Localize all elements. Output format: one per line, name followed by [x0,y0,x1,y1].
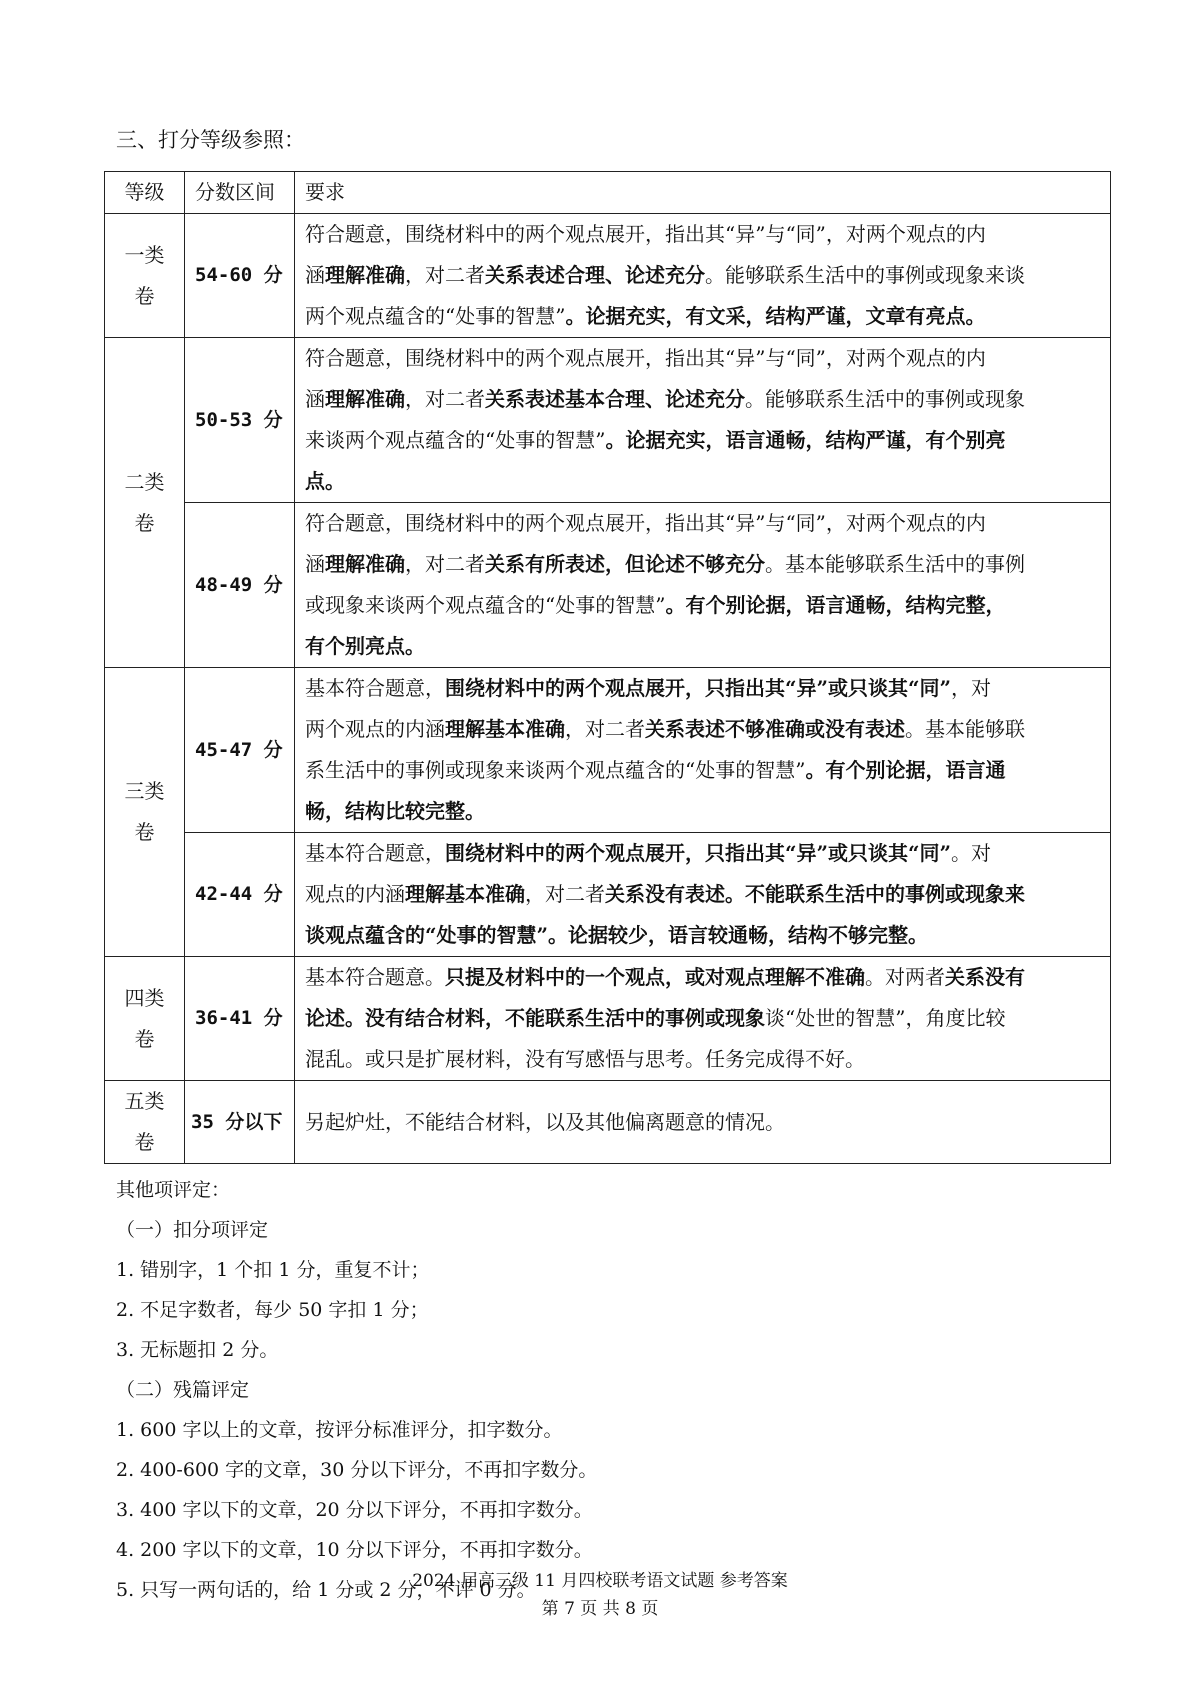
other-assessment [116,1170,597,1610]
requirement-line [305,957,1100,998]
table-header-row [105,172,1111,214]
requirement-line [305,1102,1100,1143]
requirement-line [305,296,1100,337]
requirement-line [305,214,1100,255]
requirement-text: 两个观点蕴含的“处事的智慧” [305,304,566,328]
requirement-text-bold: 关系没有 [945,965,1025,989]
requirement-text: 基本符合题意。 [305,965,445,989]
requirement-line [305,915,1100,956]
requirement-text: 系生活中的事例或现象来谈两个观点蕴含的“处事的智慧” [305,758,806,782]
requirement-text: 基本符合题意， [305,676,445,700]
range-cell: 36-41 分 [185,957,295,1081]
requirement-text-bold: 谈观点蕴含的“处事的智慧”。论据较少，语言较通畅，结构不够完整。 [305,923,929,947]
requirement-text-bold: 关系表述不够准确或没有表述 [645,717,905,741]
requirement-text: 谈“处世的智慧”，角度比较 [765,1006,1006,1030]
incomplete-item: 5. 只写一两句话的，给 1 分或 2 分，不评 0 分。 [116,1579,536,1601]
level-cell: 四类卷 [105,957,185,1081]
requirement-text: ，对二者 [405,263,485,287]
requirement-text: 。能够联系生活中的事例或现象来谈 [705,263,1025,287]
requirement-text-bold: 关系表述合理、论述充分 [485,263,705,287]
requirement-text: ，对二者 [405,387,485,411]
requirement-text: 基本符合题意， [305,841,445,865]
requirement-line [305,1039,1100,1080]
requirement-text-bold: 。有个别论据，语言通畅，结构完整， [665,593,1006,617]
level-cell: 五类卷 [105,1081,185,1164]
requirement-line [305,338,1100,379]
requirement-text: 观点的内涵 [305,882,405,906]
requirement-text-bold: 。论据充实，语言通畅，结构严谨，有个别亮 [605,428,1006,452]
other-title: 其他项评定： [116,1179,231,1201]
requirement-cell [295,338,1111,503]
incomplete-title: （二）残篇评定 [116,1379,250,1401]
level-cell: 二类卷 [105,338,185,668]
requirement-text: 。基本能够联 [905,717,1025,741]
range-cell: 50-53 分 [185,338,295,503]
requirement-text-bold: 点。 [305,469,345,493]
requirement-cell [295,214,1111,338]
table-row [105,503,1111,668]
requirement-text: 符合题意，围绕材料中的两个观点展开，指出其“异”与“同”，对两个观点的内 [305,346,986,370]
requirement-line [305,379,1100,420]
requirement-text-bold: 理解准确 [325,263,405,287]
level-cell: 三类卷 [105,668,185,957]
requirement-text: 涵 [305,552,325,576]
requirement-text-bold: 理解准确 [325,552,405,576]
footer-page-number: 第 7 页 共 8 页 [541,1599,659,1619]
requirement-text-bold: 围绕材料中的两个观点展开，只指出其“异”或只谈其“同” [445,676,952,700]
table-row [105,668,1111,833]
requirement-text-bold: 畅，结构比较完整。 [305,799,485,823]
table-row [105,833,1111,957]
requirement-text: ，对二者 [405,552,485,576]
requirement-text: 。能够联系生活中的事例或现象 [745,387,1025,411]
header-level: 等级 [105,172,185,214]
header-range: 分数区间 [185,172,295,214]
requirement-text: ，对二者 [525,882,605,906]
section-title: 三、打分等级参照： [116,128,305,152]
requirement-text: ，对二者 [565,717,645,741]
requirement-text: 。对两者 [865,965,945,989]
requirement-line [305,585,1100,626]
requirement-text-bold: 围绕材料中的两个观点展开，只指出其“异”或只谈其“同” [445,841,952,865]
requirement-text-bold: 理解基本准确 [445,717,565,741]
requirement-text-bold: 论述。没有结合材料，不能联系生活中的事例或现象 [305,1006,765,1030]
requirement-line [305,874,1100,915]
requirement-text: 。基本能够联系生活中的事例 [765,552,1025,576]
requirement-line [305,998,1100,1039]
header-requirement: 要求 [295,172,1111,214]
requirement-line [305,255,1100,296]
requirement-text-bold: 关系没有表述。不能联系生活中的事例或现象来 [605,882,1025,906]
range-cell: 48-49 分 [185,503,295,668]
requirement-line [305,420,1100,461]
table-row [105,214,1111,338]
table-row [105,957,1111,1081]
requirement-line [305,791,1100,832]
requirement-text: 另起炉灶，不能结合材料，以及其他偏离题意的情况。 [305,1109,785,1134]
requirement-line [305,668,1100,709]
requirement-text: 。对 [951,841,992,865]
requirement-text: 符合题意，围绕材料中的两个观点展开，指出其“异”与“同”，对两个观点的内 [305,511,986,535]
table-row [105,338,1111,503]
requirement-cell [295,957,1111,1081]
table-row [105,1081,1111,1164]
range-cell: 42-44 分 [185,833,295,957]
range-cell: 35 分以下 [185,1081,295,1164]
incomplete-item: 2. 400-600 字的文章，30 分以下评分，不再扣字数分。 [116,1459,598,1481]
requirement-text-bold: 。有个别论据，语言通 [805,758,1006,782]
requirement-cell [295,668,1111,833]
requirement-text: 或现象来谈两个观点蕴含的“处事的智慧” [305,593,666,617]
requirement-text-bold: 。论据充实，有文采，结构严谨，文章有亮点。 [565,304,986,328]
footer-title: 2024 届高三级 11 月四校联考语文试题 参考答案 [412,1571,788,1591]
grading-table [104,171,1111,1164]
requirement-cell [295,833,1111,957]
level-cell: 一类卷 [105,214,185,338]
requirement-text-bold: 只提及材料中的一个观点，或对观点理解不准确 [445,965,865,989]
incomplete-item: 3. 400 字以下的文章，20 分以下评分，不再扣字数分。 [116,1499,593,1521]
requirement-line [305,544,1100,585]
requirement-text: 两个观点的内涵 [305,717,445,741]
requirement-text: 混乱。或只是扩展材料，没有写感悟与思考。任务完成得不好。 [305,1047,865,1071]
requirement-text: 来谈两个观点蕴含的“处事的智慧” [305,428,606,452]
requirement-text: 涵 [305,387,325,411]
requirement-line [305,461,1100,502]
requirement-line [305,750,1100,791]
requirement-text: 符合题意，围绕材料中的两个观点展开，指出其“异”与“同”，对两个观点的内 [305,222,986,246]
requirement-cell [295,1081,1111,1164]
requirement-line [305,709,1100,750]
deduction-item: 1. 错别字，1 个扣 1 分，重复不计； [116,1259,430,1281]
requirement-text-bold: 关系表述基本合理、论述充分 [485,387,745,411]
requirement-text-bold: 有个别亮点。 [305,634,425,658]
requirement-cell [295,503,1111,668]
requirement-line [305,833,1100,874]
deduction-title: （一）扣分项评定 [116,1219,269,1241]
requirement-text-bold: 理解基本准确 [405,882,525,906]
incomplete-item: 1. 600 字以上的文章，按评分标准评分，扣字数分。 [116,1419,563,1441]
requirement-text-bold: 理解准确 [325,387,405,411]
requirement-line [305,626,1100,667]
range-cell: 45-47 分 [185,668,295,833]
requirement-text: ，对 [951,676,992,700]
requirement-text: 涵 [305,263,325,287]
range-cell: 54-60 分 [185,214,295,338]
requirement-text-bold: 关系有所表述，但论述不够充分 [485,552,765,576]
requirement-line [305,503,1100,544]
incomplete-item: 4. 200 字以下的文章，10 分以下评分，不再扣字数分。 [116,1539,593,1561]
deduction-item: 2. 不足字数者，每少 50 字扣 1 分； [116,1299,429,1321]
deduction-item: 3. 无标题扣 2 分。 [116,1339,279,1361]
